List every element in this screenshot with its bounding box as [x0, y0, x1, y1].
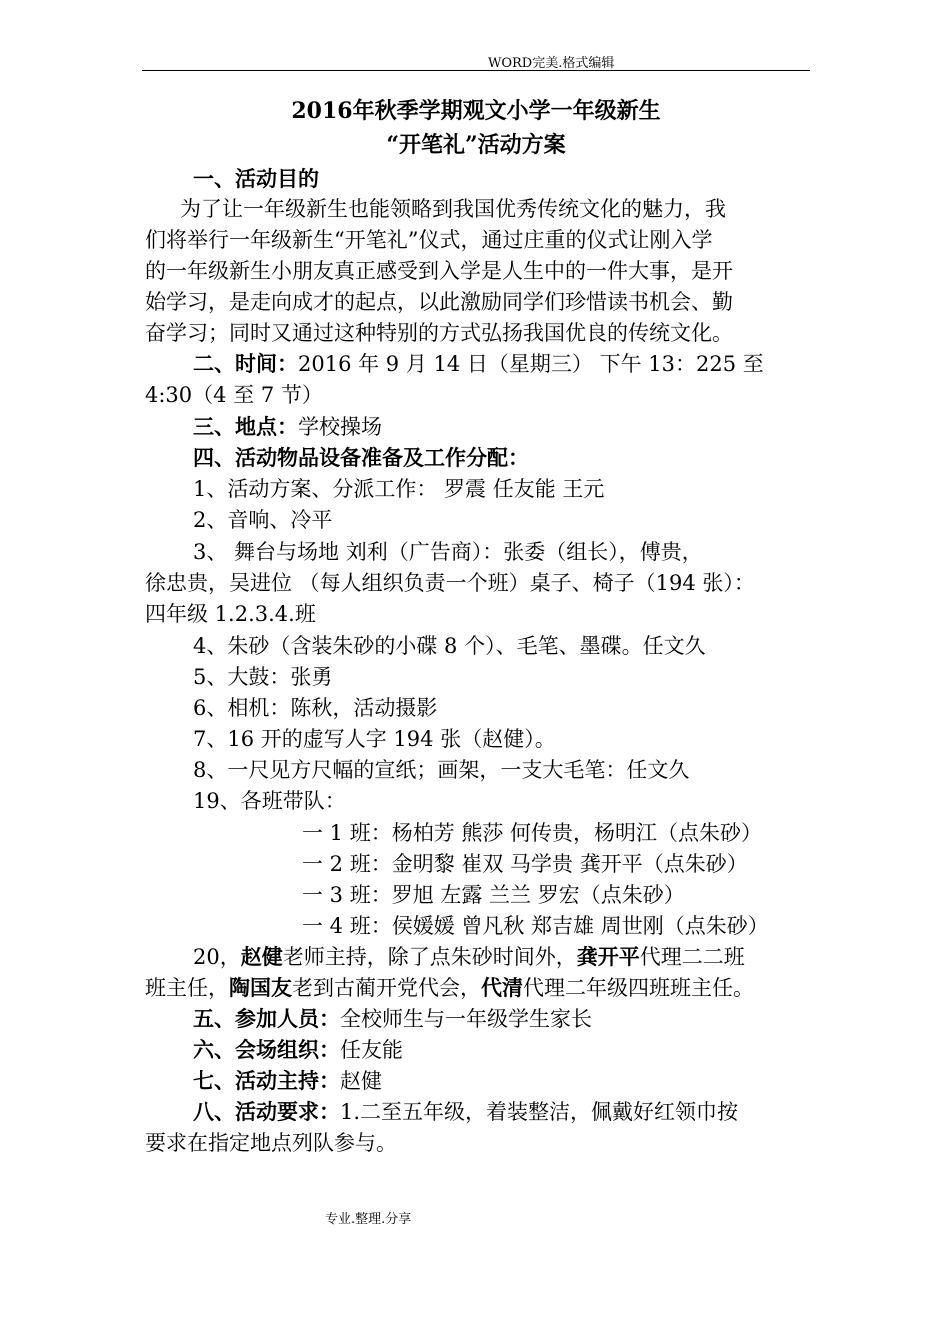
text-run: 始学习，是走向成才的起点，以此激励同学们珍惜读书机会、勤: [145, 290, 733, 314]
header-divider: [142, 70, 810, 71]
document-title-line-2: “开笔礼”活动方案: [386, 132, 566, 158]
bold-text-run: 八、活动要求：: [193, 1099, 340, 1124]
text-run: 一 1 班：杨柏芳 熊莎 何传贵，杨明江（点朱砂）: [302, 821, 763, 845]
text-run: 老师主持，除了点朱砂时间外，: [282, 945, 577, 969]
text-line: [193, 1003, 592, 1033]
bold-text-run: 二、时间：: [193, 351, 298, 376]
text-run: 为了让一年级新生也能领略到我国优秀传统文化的魅力，我: [180, 197, 726, 221]
text-line: [193, 1034, 403, 1064]
text-line: [193, 1096, 738, 1126]
text-line: [302, 910, 769, 940]
text-run: 19、各班带队：: [193, 789, 346, 813]
text-run: 一 4 班：侯媛媛 曾凡秋 郑吉雄 周世刚（点朱砂）: [302, 914, 769, 938]
bold-text-run: 三、地点：: [193, 414, 298, 439]
text-run: 1、活动方案、分派工作： 罗震 任友能 王元: [193, 477, 605, 501]
text-run: 一 3 班：罗旭 左露 兰兰 罗宏（点朱砂）: [302, 883, 685, 907]
bold-text-run: 代清: [481, 975, 523, 1000]
text-line: [302, 879, 685, 909]
text-line: [193, 442, 529, 472]
bold-text-run: 七、活动主持：: [193, 1068, 340, 1093]
document-title-line-1: 2016年秋季学期观文小学一年级新生: [291, 98, 661, 124]
text-line: [145, 317, 733, 347]
text-line: [145, 972, 754, 1002]
bold-text-run: 陶国友: [229, 975, 292, 1000]
text-run: 赵健: [340, 1069, 382, 1093]
bold-text-run: 四、活动物品设备准备及工作分配：: [193, 445, 529, 470]
text-line: [193, 411, 382, 441]
text-line: [145, 598, 316, 628]
text-run: 奋学习；同时又通过这种特别的方式弘扬我国优良的传统文化。: [145, 321, 733, 345]
text-run: 全校师生与一年级学生家长: [340, 1007, 592, 1031]
text-line: [145, 255, 733, 285]
text-run: 要求在指定地点列队参与。: [145, 1131, 397, 1155]
text-run: 四年级 1.2.3.4.班: [145, 602, 316, 626]
text-line: [193, 661, 332, 691]
text-line: [193, 941, 745, 971]
text-run: 2016 年 9 月 14 日（星期三） 下午 13：225 至: [298, 352, 764, 376]
text-line: [145, 379, 323, 409]
text-line: [145, 567, 755, 597]
bold-text-run: 五、参加人员：: [193, 1006, 340, 1031]
text-run: 的一年级新生小朋友真正感受到入学是人生中的一件大事，是开: [145, 259, 733, 283]
text-run: 徐忠贵，吴进位 （每人组织负责一个班）桌子、椅子（194 张）：: [145, 571, 755, 595]
bold-text-run: 龚开平: [576, 944, 640, 969]
text-run: 3、 舞台与场地 刘利（广告商）：张委（组长），傅贵，: [193, 540, 703, 564]
text-run: 5、大鼓：张勇: [193, 665, 333, 689]
text-run: 7、16 开的虚写人字 194 张（赵健）。: [193, 727, 556, 751]
text-line: [193, 473, 604, 503]
text-run: 8、一尺见方尺幅的宣纸；画架，一支大毛笔：任文久: [193, 758, 690, 782]
text-run: 代理二年级四班班主任。: [523, 976, 754, 1000]
text-line: [193, 754, 689, 784]
text-line: [302, 848, 748, 878]
text-line: [193, 785, 346, 815]
text-run: 们将举行一年级新生“开笔礼”仪式，通过庄重的仪式让刚入学: [145, 228, 713, 252]
bold-text-run: 赵健: [240, 944, 283, 969]
text-line: [180, 193, 726, 223]
bold-text-run: 一、活动目的: [193, 166, 319, 191]
text-run: 2、音响、冷平: [193, 508, 333, 532]
text-run: 一 2 班：金明黎 崔双 马学贵 龚开平（点朱砂）: [302, 852, 748, 876]
text-run: 20，: [193, 945, 241, 969]
text-line: [193, 536, 703, 566]
text-run: 代理二二班: [639, 945, 745, 969]
text-line: [193, 723, 556, 753]
text-line: [193, 348, 764, 378]
text-line: [193, 692, 437, 722]
text-run: 老到古蔺开党代会，: [292, 976, 481, 1000]
page-header: WORD完美.格式编辑: [488, 56, 615, 71]
bold-text-run: 六、会场组织：: [193, 1037, 340, 1062]
text-run: 4:30（4 至 7 节）: [145, 383, 323, 407]
text-run: 6、相机：陈秋，活动摄影: [193, 696, 438, 720]
text-line: [193, 504, 332, 534]
text-run: 4、朱砂（含装朱砂的小碟 8 个）、毛笔、墨碟。任文久: [193, 634, 706, 658]
text-line: [193, 1065, 382, 1095]
text-line: [145, 286, 733, 316]
text-run: 任友能: [340, 1038, 403, 1062]
text-line: [193, 163, 319, 193]
text-line: [145, 1127, 397, 1157]
text-run: 1.二至五年级，着装整洁，佩戴好红领巾按: [340, 1100, 739, 1124]
text-line: [145, 224, 712, 254]
text-run: 学校操场: [298, 415, 382, 439]
text-line: [302, 817, 762, 847]
text-run: 班主任，: [145, 976, 229, 1000]
text-line: [193, 630, 706, 660]
page-footer: 专业.整理.分享: [325, 1212, 412, 1227]
